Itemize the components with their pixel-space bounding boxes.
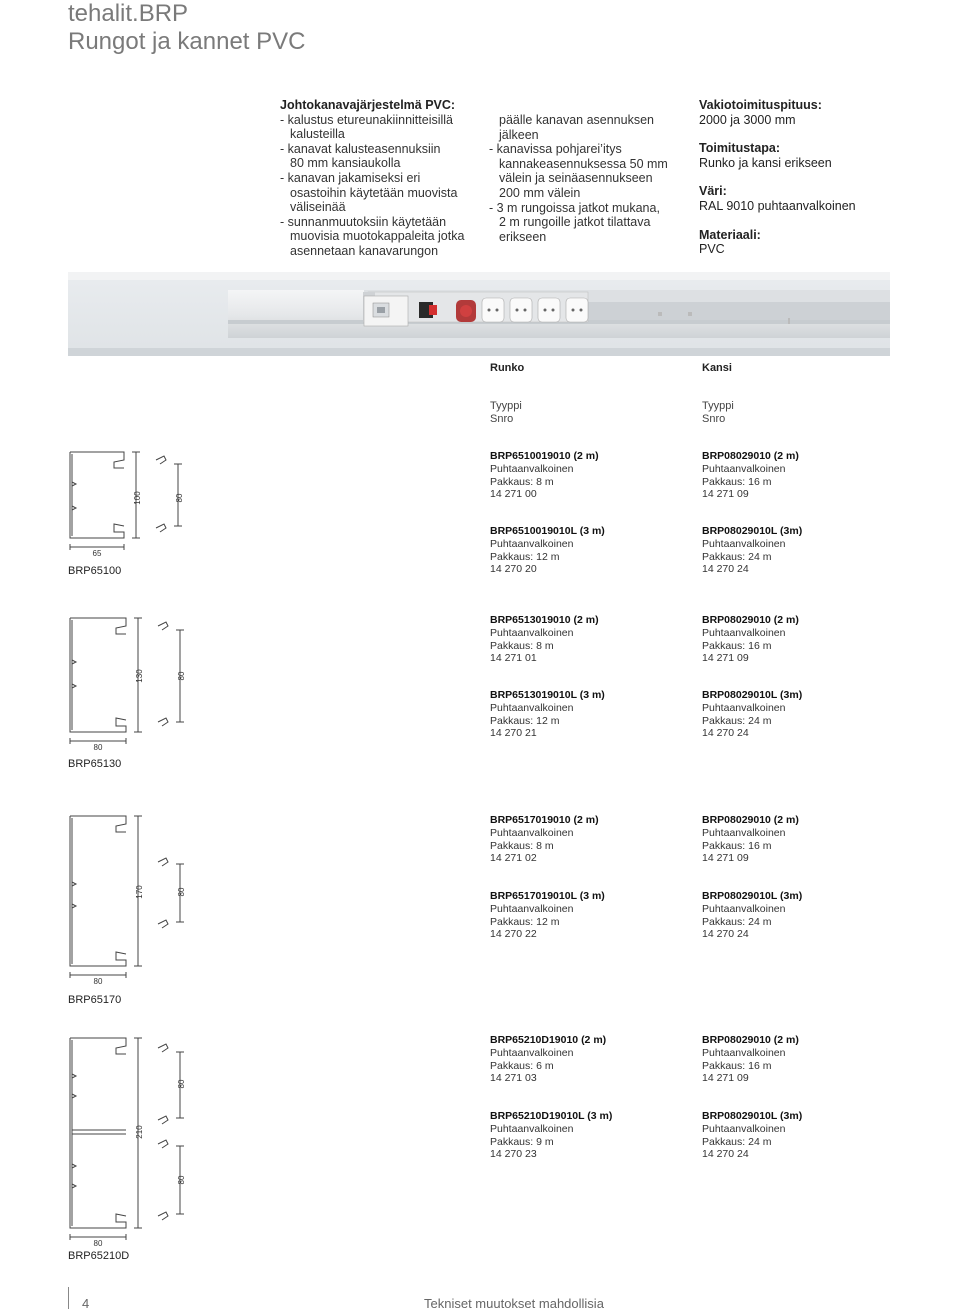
part-number: BRP65210D19010 (2 m) [490, 1034, 607, 1046]
dim-height: 210 [135, 1125, 144, 1139]
dim-height: 100 [133, 491, 142, 505]
delivery-label: Toimitustapa: [699, 141, 781, 156]
kansi-cell [702, 614, 799, 665]
dim-width: 80 [93, 1239, 103, 1248]
package-text: Pakkaus: 24 m [702, 550, 772, 563]
snro-text: 14 270 24 [702, 563, 749, 576]
brand-title: tehalit.BRP [68, 0, 189, 27]
package-text: Pakkaus: 12 m [490, 714, 560, 727]
runko-cell [490, 689, 605, 740]
color-text: Puhtaanvalkoinen [702, 902, 786, 915]
dim-lid: 80 [175, 493, 184, 503]
intro-line: kalusteilla [290, 127, 345, 142]
package-text: Pakkaus: 12 m [490, 550, 560, 563]
intro-line: jälkeen [499, 127, 539, 142]
package-text: Pakkaus: 24 m [702, 714, 772, 727]
snro-text: 14 271 00 [490, 488, 537, 501]
dim-height: 170 [135, 885, 144, 899]
package-text: Pakkaus: 8 m [490, 639, 554, 652]
part-number: BRP08029010 (2 m) [702, 614, 799, 626]
dim-lid-2: 80 [177, 1175, 186, 1185]
kansi-header: Kansi [702, 362, 732, 374]
snro-text: 14 270 23 [490, 1148, 537, 1161]
kansi-cell [702, 890, 802, 941]
snro-text: 14 271 09 [702, 1072, 749, 1085]
color-text: Puhtaanvalkoinen [490, 537, 574, 550]
snro-text: 14 271 09 [702, 488, 749, 501]
package-text: Pakkaus: 16 m [702, 475, 772, 488]
part-number: BRP08029010L (3m) [702, 525, 803, 537]
profile-diagram-brp65130 [66, 614, 196, 752]
intro-line: - kalustus etureunakiinnitteisillä [280, 112, 454, 127]
snro-label: Snro [490, 413, 514, 425]
color-text: Puhtaanvalkoinen [490, 902, 574, 915]
part-number: BRP6510019010 (2 m) [490, 450, 599, 462]
footer-divider [68, 1287, 69, 1309]
material-label: Materiaali: [699, 227, 761, 242]
intro-col-2 [489, 113, 689, 244]
kansi-cell [702, 525, 802, 576]
intro-line: - kanavissa pohjarei’itys [489, 142, 622, 157]
runko-cell [490, 890, 605, 941]
runko-cell [490, 614, 599, 665]
intro-line: välein ja seinäasennukseen [499, 171, 653, 186]
material-value: PVC [699, 242, 725, 257]
part-number: BRP6517019010 (2 m) [490, 814, 599, 826]
color-text: Puhtaanvalkoinen [490, 462, 574, 475]
runko-header: Runko [490, 362, 525, 374]
footer-note: Tekniset muutokset mahdollisia [424, 1296, 604, 1311]
part-number: BRP6510019010L (3 m) [490, 525, 605, 537]
snro-text: 14 270 21 [490, 727, 537, 740]
dim-width: 65 [92, 549, 102, 558]
color-text: Puhtaanvalkoinen [702, 1046, 786, 1059]
tyyppi-label: Tyyppi [702, 400, 734, 412]
intro-line: asennetaan kanavarungon [290, 243, 439, 258]
kansi-subheader [702, 400, 734, 426]
page-number: 4 [82, 1296, 90, 1311]
intro-line: - sunnanmuutoksiin käytetään [280, 214, 447, 229]
snro-text: 14 270 24 [702, 1148, 749, 1161]
snro-text: 14 270 24 [702, 727, 749, 740]
runko-subheader [490, 400, 522, 426]
profile-diagram-brp65100 [66, 446, 196, 558]
part-number: BRP08029010 (2 m) [702, 450, 799, 462]
part-number: BRP6513019010 (2 m) [490, 614, 599, 626]
package-text: Pakkaus: 24 m [702, 915, 772, 928]
model-label: BRP65210D [68, 1250, 130, 1262]
dim-width: 80 [93, 977, 103, 986]
package-text: Pakkaus: 16 m [702, 639, 772, 652]
package-text: Pakkaus: 6 m [490, 1059, 554, 1072]
part-number: BRP6513019010L (3 m) [490, 689, 605, 701]
package-text: Pakkaus: 16 m [702, 839, 772, 852]
color-value: RAL 9010 puhtaanvalkoinen [699, 198, 856, 213]
color-text: Puhtaanvalkoinen [490, 826, 574, 839]
package-text: Pakkaus: 8 m [490, 839, 554, 852]
model-label: BRP65100 [68, 565, 122, 577]
kansi-cell [702, 689, 802, 740]
package-text: Pakkaus: 9 m [490, 1135, 554, 1148]
kansi-cell [702, 814, 799, 865]
part-number: BRP65210D19010L (3 m) [490, 1110, 613, 1122]
product-photo [68, 272, 890, 356]
color-text: Puhtaanvalkoinen [490, 1122, 574, 1135]
runko-cell [490, 814, 599, 865]
dim-width: 80 [93, 743, 103, 752]
intro-line: - kanavat kalusteasennuksiin [280, 141, 441, 156]
snro-text: 14 271 01 [490, 652, 537, 665]
intro-line: 200 mm välein [499, 185, 581, 200]
snro-text: 14 270 22 [490, 928, 537, 941]
kansi-cell [702, 1110, 802, 1161]
intro-col-1 [280, 98, 480, 259]
length-value: 2000 ja 3000 mm [699, 112, 796, 127]
part-number: BRP08029010L (3m) [702, 890, 803, 902]
part-number: BRP08029010L (3m) [702, 689, 803, 701]
section-title: Rungot ja kannet PVC [68, 28, 306, 55]
kansi-cell [702, 1034, 799, 1085]
intro-line: - 3 m rungoissa jatkot mukana, [489, 200, 660, 215]
color-text: Puhtaanvalkoinen [702, 537, 786, 550]
runko-cell [490, 1034, 606, 1085]
package-text: Pakkaus: 12 m [490, 915, 560, 928]
intro-line: kannakeasennuksessa 50 mm [499, 156, 668, 171]
part-number: BRP08029010L (3m) [702, 1110, 803, 1122]
color-text: Puhtaanvalkoinen [490, 701, 574, 714]
profile-diagram-brp65210d [66, 1034, 196, 1248]
color-text: Puhtaanvalkoinen [702, 1122, 786, 1135]
snro-text: 14 270 20 [490, 563, 537, 576]
intro-line: 2 m rungoille jatkot tilattava [499, 215, 651, 230]
part-number: BRP08029010 (2 m) [702, 814, 799, 826]
model-label: BRP65170 [68, 994, 122, 1006]
package-text: Pakkaus: 8 m [490, 475, 554, 488]
intro-line: väliseinää [290, 200, 346, 215]
intro-line: osastoihin käytetään muovista [290, 185, 458, 200]
delivery-value: Runko ja kansi erikseen [699, 155, 832, 170]
kansi-cell [702, 450, 799, 501]
color-text: Puhtaanvalkoinen [490, 1046, 574, 1059]
intro-line: erikseen [499, 229, 547, 244]
dim-lid: 80 [177, 671, 186, 681]
snro-text: 14 271 02 [490, 852, 537, 865]
intro-line: päälle kanavan asennuksen [499, 113, 654, 127]
runko-cell [490, 525, 605, 576]
color-label: Väri: [699, 184, 727, 199]
color-text: Puhtaanvalkoinen [702, 626, 786, 639]
dim-lid: 80 [177, 887, 186, 897]
runko-cell [490, 1110, 612, 1161]
part-number: BRP6517019010L (3 m) [490, 890, 605, 902]
tyyppi-label: Tyyppi [490, 400, 522, 412]
part-number: BRP08029010 (2 m) [702, 1034, 799, 1046]
intro-line: 80 mm kansiaukolla [290, 156, 401, 171]
snro-label: Snro [702, 413, 726, 425]
intro-line: - kanavan jakamiseksi eri [280, 170, 421, 185]
snro-text: 14 270 24 [702, 928, 749, 941]
page-title [68, 0, 305, 56]
color-text: Puhtaanvalkoinen [702, 462, 786, 475]
snro-text: 14 271 03 [490, 1072, 537, 1085]
dim-height: 130 [135, 669, 144, 683]
package-text: Pakkaus: 24 m [702, 1135, 772, 1148]
spec-block [699, 98, 856, 257]
intro-line: muovisia muotokappaleita jotka [290, 229, 465, 244]
model-label: BRP65130 [68, 758, 122, 770]
package-text: Pakkaus: 16 m [702, 1059, 772, 1072]
snro-text: 14 271 09 [702, 852, 749, 865]
color-text: Puhtaanvalkoinen [702, 826, 786, 839]
length-label: Vakiotoimituspituus: [699, 98, 822, 112]
dim-lid: 80 [177, 1079, 186, 1089]
runko-cell [490, 450, 599, 501]
profile-diagram-brp65170 [66, 812, 196, 986]
intro-heading: Johtokanavajärjestelmä PVC: [280, 98, 456, 112]
color-text: Puhtaanvalkoinen [490, 626, 574, 639]
snro-text: 14 271 09 [702, 652, 749, 665]
color-text: Puhtaanvalkoinen [702, 701, 786, 714]
